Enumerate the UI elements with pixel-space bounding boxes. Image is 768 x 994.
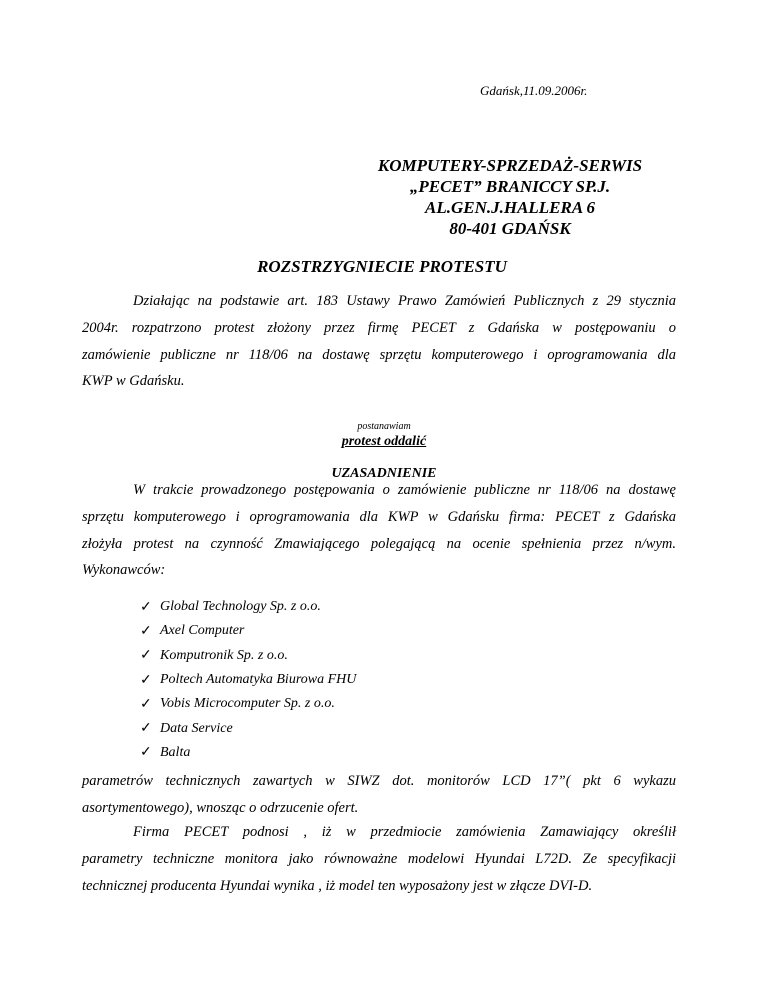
checkmark-icon: ✓: [140, 599, 152, 615]
contractor-name: Balta: [160, 744, 191, 760]
contractor-name: Axel Computer: [160, 623, 245, 639]
checkmark-icon: ✓: [140, 696, 152, 712]
list-item: [140, 644, 356, 668]
after-list-paragraph: [82, 768, 676, 822]
checkmark-icon: ✓: [140, 745, 152, 761]
recipient-line: AL.GEN.J.HALLERA 6: [424, 198, 596, 217]
checkmark-icon: ✓: [140, 648, 152, 664]
paragraph-line: asortymentowego), wnosząc o odrzucenie ofert.: [82, 799, 359, 816]
list-item: [140, 668, 356, 692]
checkmark-icon: ✓: [140, 623, 152, 639]
paragraph-line: parametry techniczne monitora jako równoważne modelowi Hyundai L72D. Ze specyfikacji: [82, 850, 676, 867]
list-item: [140, 692, 356, 716]
contractor-name: Vobis Microcomputer Sp. z o.o.: [160, 696, 335, 712]
contractor-name: Global Technology Sp. z o.o.: [160, 599, 321, 615]
recipient-line: 80-401 GDAŃSK: [449, 219, 571, 238]
paragraph-line: złożyła protest na czynność Zmawiającego polegającą na ocenie spełnienia przez n/wym.: [82, 535, 676, 552]
decision-text: protest oddalić: [341, 434, 427, 449]
paragraph-line: parametrów technicznych zawartych w SIWZ dot. monitorów LCD 17”( pkt 6 wykazu: [82, 773, 676, 789]
recipient-address: [330, 155, 690, 239]
paragraph-line: KWP w Gdańsku.: [82, 373, 185, 390]
document-title: ROZSTRZYGNIECIE PROTESTU: [257, 257, 507, 276]
contractor-name: Data Service: [160, 720, 233, 736]
recipient-line: KOMPUTERY-SPRZEDAŻ-SERWIS: [377, 156, 643, 175]
paragraph-line: zamówienie publiczne nr 118/06 na dostawę sprzętu komputerowego i oprogramowania dla: [82, 346, 676, 363]
document-date: Gdańsk,11.09.2006r.: [480, 83, 588, 98]
paragraph-line: sprzętu komputerowego i oprogramowania dla KWP w Gdańsku firma: PECET z Gdańska: [82, 508, 676, 525]
intro-paragraph: [82, 288, 676, 395]
paragraph-line: Działając na podstawie art. 183 Ustawy Prawo Zamówień Publicznych z 29 stycznia: [133, 293, 676, 309]
decision-intro: postanawiam: [357, 421, 411, 432]
justification-paragraph: [82, 477, 676, 584]
justification-title: UZASADNIENIE: [331, 466, 437, 481]
paragraph-line: W trakcie prowadzonego postępowania o zamówienie publiczne nr 118/06 na dostawę: [133, 482, 676, 498]
list-item: [140, 619, 356, 643]
checkmark-icon: ✓: [140, 672, 152, 688]
paragraph-line: Firma PECET podnosi , iż w przedmiocie zamówienia Zamawiający określił: [133, 824, 676, 840]
paragraph-line: Wykonawców:: [82, 562, 166, 579]
contractor-name: Poltech Automatyka Biurowa FHU: [160, 672, 357, 688]
list-item: [140, 595, 356, 619]
list-item: [140, 741, 356, 765]
pecet-claim-paragraph: [82, 819, 676, 899]
checkmark-icon: ✓: [140, 721, 152, 737]
paragraph-line: technicznej producenta Hyundai wynika , iż model ten wyposażony jest w złącze DVI-D.: [82, 877, 593, 894]
recipient-line: „PECET” BRANICCY SP.J.: [409, 177, 611, 196]
paragraph-line: 2004r. rozpatrzono protest złożony przez firmę PECET z Gdańska w postępowaniu o: [82, 319, 676, 336]
contractor-name: Komputronik Sp. z o.o.: [160, 647, 288, 663]
list-item: [140, 716, 356, 740]
contractor-list: [140, 595, 356, 765]
